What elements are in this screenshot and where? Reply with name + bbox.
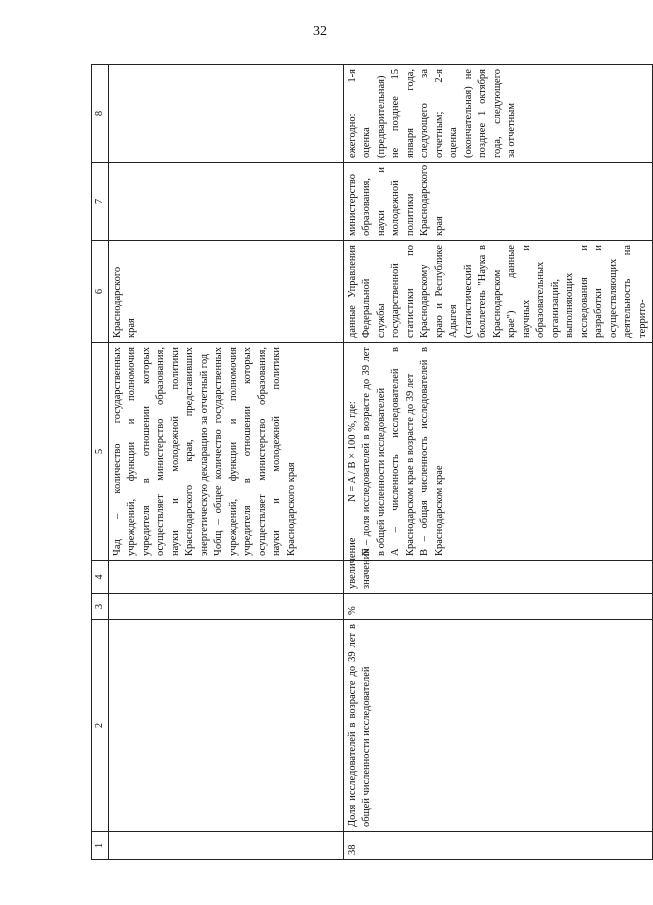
col-header-6: 6 bbox=[92, 241, 109, 343]
cell-responsible bbox=[109, 163, 344, 241]
definition-chobsch: Чобщ – общее количество государственных учреждений, функции и полномочия учредителя в отношении которых осуществляет министерство образования, науки и молодежной политики Краснодарского края bbox=[213, 347, 297, 556]
trend: увеличение значений bbox=[344, 561, 653, 594]
table-row-38 bbox=[344, 65, 653, 860]
col-header-8: 8 bbox=[92, 65, 109, 163]
page-number: 32 bbox=[313, 24, 327, 39]
cell-unit bbox=[109, 594, 344, 620]
cell-trend bbox=[109, 561, 344, 594]
cell-timing bbox=[109, 65, 344, 163]
formula: N = A / B × 100 %, где: bbox=[347, 401, 358, 502]
definition-a: A – численность исследователей в Краснодарском крае в возрасте до 39 лет bbox=[390, 347, 416, 556]
indicator-name: Доля исследователей в возрасте до 39 лет в общей численности исследователей bbox=[344, 620, 653, 832]
definition-b: B – общая численность исследователей в Краснодарском крае bbox=[419, 347, 445, 556]
col-header-5: 5 bbox=[92, 343, 109, 561]
cell-source: Краснодарского края bbox=[109, 241, 344, 343]
header-row bbox=[92, 65, 109, 860]
rotated-table-wrapper bbox=[91, 65, 648, 860]
definition-chad: Чад – количество государственных учреждений, функции и полномочия учредителя в отношении которых осуществляет министерство образования, науки и молодежной политики Краснодарского края, представивших энергетическую декларацию за отчетный год bbox=[112, 347, 210, 556]
timing: ежегодно: 1-я оценка (предварительная) не позднее 15 января года, следующего за отчетным; 2-я оценка (окончательная) не позднее 1 октября года, следующего за отчетным bbox=[344, 65, 653, 163]
table-row-continuation bbox=[109, 65, 344, 860]
cell-method bbox=[109, 343, 344, 561]
col-header-2: 2 bbox=[92, 620, 109, 832]
unit: % bbox=[344, 594, 653, 620]
responsible-body: министерство образования, науки и молодежной политики Краснодарского края bbox=[344, 163, 653, 241]
calculation-method bbox=[344, 343, 653, 561]
col-header-3: 3 bbox=[92, 594, 109, 620]
col-header-1: 1 bbox=[92, 832, 109, 860]
indicators-table bbox=[91, 64, 653, 860]
definition-n: N – доля исследователей в возрасте до 39 лет в общей численности исследователей bbox=[361, 347, 387, 556]
data-source: данные Управления Федеральной службы государственной статистики по Краснодарскому краю и Республике Адыгея (статистический бюллетень "Наука в Краснодарском крае") данные научных и образовательных организаций, выполняющих исследования и разработки и осуществляющих деятельность на террито- bbox=[344, 241, 653, 343]
row-number: 38 bbox=[344, 832, 653, 860]
col-header-4: 4 bbox=[92, 561, 109, 594]
cell-indicator bbox=[109, 620, 344, 832]
cell-num bbox=[109, 832, 344, 860]
col-header-7: 7 bbox=[92, 163, 109, 241]
